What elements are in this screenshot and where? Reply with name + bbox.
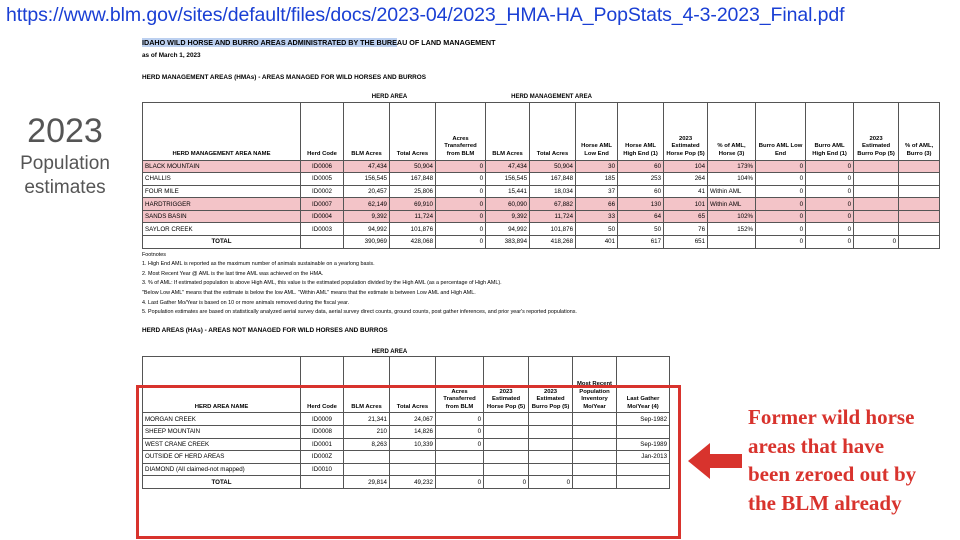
- hma-cell: 0: [436, 173, 486, 186]
- hma-cell: 102%: [708, 210, 756, 223]
- ha-cell: 0: [436, 438, 484, 451]
- hma-cell: 0: [756, 173, 806, 186]
- hma-cell: 156,545: [486, 173, 530, 186]
- hma-col-header: Total Acres: [390, 102, 436, 160]
- annotation-line-1: Former wild horse: [748, 405, 915, 429]
- ha-cell: WEST CRANE CREEK: [143, 438, 301, 451]
- hma-cell: [854, 210, 899, 223]
- hma-header-row: [143, 102, 940, 160]
- footnote-item: 3. % of AML: If estimated population is above High AML, this value is the estimated population divided by the High AML (as a percentage of High AML).: [142, 280, 502, 287]
- annotation-text: [748, 403, 958, 517]
- ha-cell: Jan-2013: [617, 451, 670, 464]
- hma-cell: 47,434: [486, 160, 530, 173]
- ha-col-header: 2023 Estimated Burro Pop (5): [529, 357, 573, 413]
- ha-section-title: HERD AREAS (HAs) - AREAS NOT MANAGED FOR WILD HORSES AND BURROS: [142, 326, 388, 334]
- hma-cell: 264: [664, 173, 708, 186]
- hma-col-header: Herd Code: [301, 102, 344, 160]
- hma-cell: 0: [806, 198, 854, 211]
- ha-cell: 14,826: [390, 425, 436, 438]
- hma-cell: 60: [618, 160, 664, 173]
- hma-cell: 25,806: [390, 185, 436, 198]
- hma-cell: 156,545: [344, 173, 390, 186]
- hma-cell: 94,992: [486, 223, 530, 236]
- ha-cell: 21,341: [344, 413, 390, 426]
- hma-cell: ID0003: [301, 223, 344, 236]
- hma-cell: 60,090: [486, 198, 530, 211]
- hma-cell: 20,457: [344, 185, 390, 198]
- sidebar-caption: [8, 152, 122, 200]
- hma-cell: 253: [618, 173, 664, 186]
- hma-cell: [899, 160, 940, 173]
- ha-col-header: Herd Code: [301, 357, 344, 413]
- hma-cell: 0: [806, 185, 854, 198]
- ha-cell: 24,067: [390, 413, 436, 426]
- hma-group-herd-management-area: HERD MANAGEMENT AREA: [511, 94, 592, 101]
- hma-cell: 62,149: [344, 198, 390, 211]
- hma-cell: ID0002: [301, 185, 344, 198]
- sidebar-caption-line2: estimates: [24, 177, 106, 198]
- ha-col-header: BLM Acres: [344, 357, 390, 413]
- ha-cell: ID000Z: [301, 451, 344, 464]
- hma-col-header: Horse AML Low End: [576, 102, 618, 160]
- hma-cell: CHALLIS: [143, 173, 301, 186]
- hma-cell: [899, 210, 940, 223]
- hma-cell: 0: [806, 210, 854, 223]
- hma-cell: 130: [618, 198, 664, 211]
- hma-table-row: [143, 198, 940, 211]
- ha-total-cell: 0: [484, 476, 529, 489]
- annotation-line-4: the BLM already: [748, 490, 902, 515]
- hma-col-header: Horse AML High End (1): [618, 102, 664, 160]
- hma-cell: 0: [436, 198, 486, 211]
- hma-table-row: [143, 210, 940, 223]
- title-rest: AU OF LAND MANAGEMENT: [396, 38, 496, 47]
- ha-cell: MORGAN CREEK: [143, 413, 301, 426]
- hma-cell: 50: [618, 223, 664, 236]
- hma-cell: [854, 223, 899, 236]
- hma-cell: 11,724: [530, 210, 576, 223]
- hma-cell: 0: [436, 210, 486, 223]
- ha-col-header: Acres Transferred from BLM: [436, 357, 484, 413]
- hma-cell: [899, 173, 940, 186]
- hma-cell: HARDTRIGGER: [143, 198, 301, 211]
- hma-table-row: [143, 173, 940, 186]
- hma-cell: 101,876: [530, 223, 576, 236]
- hma-cell: SAYLOR CREEK: [143, 223, 301, 236]
- hma-cell: 167,848: [390, 173, 436, 186]
- ha-cell: ID0001: [301, 438, 344, 451]
- ha-total-cell: 0: [529, 476, 573, 489]
- hma-section-title: HERD MANAGEMENT AREAS (HMAs) - AREAS MANAGED FOR WILD HORSES AND BURROS: [142, 74, 427, 81]
- ha-cell: ID0008: [301, 425, 344, 438]
- ha-cell: 210: [344, 425, 390, 438]
- hma-cell: 65: [664, 210, 708, 223]
- ha-cell: 0: [436, 413, 484, 426]
- hma-cell: 152%: [708, 223, 756, 236]
- hma-total-row: [143, 236, 940, 249]
- hma-col-header: Total Acres: [530, 102, 576, 160]
- ha-cell: 8,263: [344, 438, 390, 451]
- hma-cell: 9,392: [344, 210, 390, 223]
- hma-total-cell: 428,068: [390, 236, 436, 249]
- hma-cell: 15,441: [486, 185, 530, 198]
- footnote-item: 5. Population estimates are based on statistically analyzed aerial survey data, aerial survey direct counts, ground counts, post gather inferences, and prior year's reported populations.: [142, 309, 577, 316]
- hma-total-cell: 390,969: [344, 236, 390, 249]
- hma-cell: ID0006: [301, 160, 344, 173]
- hma-group-herd-area: HERD AREA: [371, 94, 408, 101]
- hma-col-header: HERD MANAGEMENT AREA NAME: [143, 102, 301, 160]
- hma-cell: 50,904: [390, 160, 436, 173]
- footnotes: [142, 251, 952, 318]
- hma-col-header: 2023 Estimated Horse Pop (5): [664, 102, 708, 160]
- hma-cell: 94,992: [344, 223, 390, 236]
- ha-total-cell: 29,814: [344, 476, 390, 489]
- hma-total-cell: 651: [664, 236, 708, 249]
- hma-cell: BLACK MOUNTAIN: [143, 160, 301, 173]
- hma-total-cell: 383,894: [486, 236, 530, 249]
- hma-cell: 0: [436, 160, 486, 173]
- ha-group-herd-area: HERD AREA: [371, 349, 408, 356]
- hma-cell: 104: [664, 160, 708, 173]
- ha-cell: ID0009: [301, 413, 344, 426]
- hma-cell: 37: [576, 185, 618, 198]
- footnotes-label: Footnotes: [142, 251, 166, 258]
- hma-cell: [899, 198, 940, 211]
- hma-cell: 47,434: [344, 160, 390, 173]
- ha-cell: SHEEP MOUNTAIN: [143, 425, 301, 438]
- hma-cell: 50,904: [530, 160, 576, 173]
- hma-total-cell: 617: [618, 236, 664, 249]
- hma-cell: 0: [756, 198, 806, 211]
- ha-total-cell: 49,232: [390, 476, 436, 489]
- ha-cell: OUTSIDE OF HERD AREAS: [143, 451, 301, 464]
- hma-cell: FOUR MILE: [143, 185, 301, 198]
- hma-cell: [899, 185, 940, 198]
- annotation-line-2: areas that have: [748, 433, 885, 458]
- hma-total-cell: 401: [576, 236, 618, 249]
- hma-table-row: [143, 223, 940, 236]
- source-url[interactable]: https://www.blm.gov/sites/default/files/docs/2023-04/2023_HMA-HA_PopStats_4-3-2023_Final.pdf: [6, 4, 845, 26]
- hma-cell: 18,034: [530, 185, 576, 198]
- hma-cell: 0: [806, 223, 854, 236]
- hma-cell: [854, 173, 899, 186]
- hma-cell: 0: [756, 223, 806, 236]
- hma-cell: 173%: [708, 160, 756, 173]
- hma-cell: [899, 223, 940, 236]
- footnote-item: 2. Most Recent Year @ AML is the last time AML was achieved on the HMA.: [142, 270, 324, 277]
- hma-col-header: Acres Transferred from BLM: [436, 102, 486, 160]
- ha-cell: ID0010: [301, 463, 344, 476]
- hma-col-header: Burro AML High End (1): [806, 102, 854, 160]
- hma-cell: 167,848: [530, 173, 576, 186]
- ha-total-cell: 0: [436, 476, 484, 489]
- hma-cell: 60: [618, 185, 664, 198]
- hma-col-header: % of AML, Burro (3): [899, 102, 940, 160]
- hma-cell: 0: [806, 160, 854, 173]
- hma-cell: Within AML: [708, 185, 756, 198]
- hma-total-cell: TOTAL: [143, 236, 301, 249]
- hma-cell: 33: [576, 210, 618, 223]
- ha-col-header: 2023 Estimated Horse Pop (5): [484, 357, 529, 413]
- hma-cell: 67,882: [530, 198, 576, 211]
- hma-table-row: [143, 185, 940, 198]
- hma-total-cell: [301, 236, 344, 249]
- ha-cell: Sep-1989: [617, 438, 670, 451]
- hma-total-cell: [899, 236, 940, 249]
- title-highlight: IDAHO WILD HORSE AND BURRO AREAS ADMINISTRATED BY THE BURE: [142, 38, 397, 47]
- hma-cell: 0: [756, 210, 806, 223]
- hma-cell: ID0004: [301, 210, 344, 223]
- hma-total-cell: 0: [854, 236, 899, 249]
- hma-cell: 185: [576, 173, 618, 186]
- ha-cell: DIAMOND (All claimed-not mapped): [143, 463, 301, 476]
- hma-cell: 0: [436, 185, 486, 198]
- hma-cell: SANDS BASIN: [143, 210, 301, 223]
- footnote-item: 4. Last Gather Mo/Year is based on 10 or more animals removed during the fiscal year.: [142, 299, 350, 306]
- hma-cell: [854, 198, 899, 211]
- hma-cell: 64: [618, 210, 664, 223]
- document-title: [142, 38, 952, 47]
- sidebar-caption-line1: Population: [20, 153, 110, 174]
- hma-cell: ID0007: [301, 198, 344, 211]
- ha-cell: 10,339: [390, 438, 436, 451]
- ha-col-header: Most Recent Population Inventory Mo/Year: [573, 357, 617, 413]
- hma-cell: 66: [576, 198, 618, 211]
- hma-table-row: [143, 160, 940, 173]
- hma-col-header: Burro AML Low End: [756, 102, 806, 160]
- footnote-item: "Below Low AML" means that the estimate is below the low AML. "Within AML" means that the estimate is between Low AML and High AML.: [142, 290, 476, 297]
- hma-total-cell: 0: [756, 236, 806, 249]
- document-date: as of March 1, 2023: [142, 52, 201, 59]
- hma-cell: Within AML: [708, 198, 756, 211]
- hma-col-header: BLM Acres: [344, 102, 390, 160]
- ha-cell: 0: [436, 425, 484, 438]
- hma-cell: 50: [576, 223, 618, 236]
- hma-cell: 11,724: [390, 210, 436, 223]
- hma-cell: 104%: [708, 173, 756, 186]
- ha-col-header: Last Gather Mo/Year (4): [617, 357, 670, 413]
- hma-total-cell: 0: [436, 236, 486, 249]
- ha-total-cell: TOTAL: [143, 476, 301, 489]
- ha-col-header: HERD AREA NAME: [143, 357, 301, 413]
- hma-cell: 101: [664, 198, 708, 211]
- hma-cell: 9,392: [486, 210, 530, 223]
- hma-cell: 69,910: [390, 198, 436, 211]
- hma-cell: [854, 160, 899, 173]
- left-arrow-icon: [686, 440, 744, 482]
- hma-col-header: BLM Acres: [486, 102, 530, 160]
- hma-col-header: 2023 Estimated Burro Pop (5): [854, 102, 899, 160]
- footnote-item: 1. High End AML is reported as the maximum number of animals sustainable on a yearlong basis.: [142, 261, 375, 268]
- hma-total-cell: 0: [806, 236, 854, 249]
- hma-cell: 30: [576, 160, 618, 173]
- ha-col-header: Total Acres: [390, 357, 436, 413]
- annotation-line-3: been zeroed out by: [748, 462, 917, 486]
- hma-cell: 0: [756, 160, 806, 173]
- hma-cell: 76: [664, 223, 708, 236]
- hma-cell: 0: [436, 223, 486, 236]
- hma-col-header: % of AML, Horse (3): [708, 102, 756, 160]
- hma-cell: ID0005: [301, 173, 344, 186]
- hma-cell: 41: [664, 185, 708, 198]
- hma-cell: 101,876: [390, 223, 436, 236]
- sidebar-year: 2023: [27, 112, 103, 150]
- herd-areas-highlight-box: [136, 385, 681, 539]
- ha-cell: Sep-1982: [617, 413, 670, 426]
- hma-cell: 0: [756, 185, 806, 198]
- hma-total-cell: [708, 236, 756, 249]
- hma-cell: 0: [806, 173, 854, 186]
- hma-table: [142, 93, 940, 249]
- hma-total-cell: 418,268: [530, 236, 576, 249]
- hma-cell: [854, 185, 899, 198]
